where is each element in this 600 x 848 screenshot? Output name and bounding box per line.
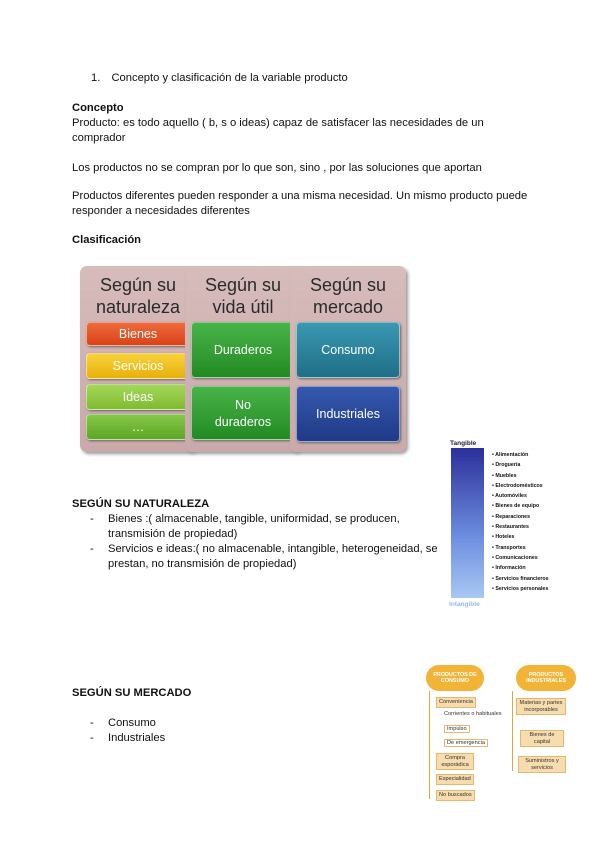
item-more-label: … [131,420,145,434]
industrial-item: Bienes de capital [520,730,564,747]
column-vida-util-title-l2: vida útil [212,297,274,317]
mercado-diagram [420,662,580,807]
tangibility-gradient-bar [451,448,484,598]
column-naturaleza-title-l2: naturaleza [95,297,181,317]
scale-list [492,450,549,594]
item-consumo [296,322,400,378]
item-no-duraderos [191,386,295,440]
scale-item: • Información [492,563,549,573]
header-productos-consumo: PRODUCTOS DE CONSUMO [426,665,484,691]
column-vida-util-title-l1: Según su [204,275,282,295]
item-ideas [86,384,190,410]
naturaleza-bienes-line2: transmisión de propiedad) [108,528,238,540]
item-no-duraderos-label: No duraderos [214,398,272,429]
item-bienes [86,322,190,346]
column-naturaleza [80,266,196,452]
scale-top-label: Tangible [450,440,477,447]
consumo-item: Especialidad [436,774,474,785]
scale-item: • Hoteles [492,532,549,542]
section-heading [91,71,348,86]
scale-item: • Comunicaciones [492,553,549,563]
column-mercado-title [290,274,406,318]
column-vida-util-title [185,274,301,318]
item-servicios-label: Servicios [112,359,164,373]
consumo-item: De emergencia [444,739,488,747]
heading-number: 1. [91,72,101,84]
heading-text: Concepto y clasificación de la variable producto [111,72,348,84]
scale-item: • Transportes [492,543,549,553]
naturaleza-servicios-line2: prestan, no transmisión de propiedad) [108,558,297,570]
column-vida-util [185,266,301,452]
column-naturaleza-title-l1: Según su [99,275,177,295]
bullet-dash: - [90,732,94,744]
item-duraderos [191,322,295,378]
column-mercado-title-l2: mercado [312,297,384,317]
scale-item: • Reparaciones [492,512,549,522]
clasificacion-title: Clasificación [72,234,142,246]
column-mercado-title-l1: Según su [309,275,387,295]
scale-item: • Restaurantes [492,522,549,532]
bullet-dash: - [90,513,94,525]
right-connector [512,691,513,771]
consumo-item: Corrientes o habituales [444,711,502,717]
concepto-definition-line2: comprador [72,132,126,144]
scale-item: • Servicios financieros [492,574,549,584]
scale-item: • Muebles [492,471,549,481]
concepto-paragraph-2: Los productos no se compran por lo que son, sino , por las soluciones que aportan [72,162,482,174]
column-mercado [290,266,406,452]
naturaleza-title: SEGÚN SU NATURALEZA [72,498,210,510]
column-naturaleza-title [80,274,196,318]
bullet-dash: - [90,543,94,555]
bullet-dash: - [90,717,94,729]
consumo-item: Conveniencia [436,697,476,708]
concepto-definition-line1: Producto: es todo aquello ( b, s o ideas) capaz de satisfacer las necesidades de un [72,117,484,129]
left-connector [429,691,430,799]
naturaleza-bienes-line1: Bienes :( almacenable, tangible, uniformidad, se producen, [108,513,400,525]
scale-bottom-label: Intangible [449,601,480,608]
scale-item: • Alimentación [492,450,549,460]
header-productos-industriales: PRODUCTOS INDUSTRIALES [516,665,576,691]
concepto-paragraph-3-line1: Productos diferentes pueden responder a una misma necesidad. Un mismo producto puede [72,190,528,202]
concepto-title: Concepto [72,102,124,114]
consumo-item: No buscados [436,790,475,801]
scale-item: • Bienes de equipo [492,501,549,511]
item-industriales-label: Industriales [316,407,380,421]
scale-item: • Droguería [492,460,549,470]
industrial-item: Suministros y servicios [518,756,566,773]
scale-item: • Servicios personales [492,584,549,594]
item-servicios [86,353,190,379]
item-bienes-label: Bienes [118,327,158,341]
consumo-item: Compra esporádica [436,753,474,770]
item-consumo-label: Consumo [321,343,375,357]
naturaleza-servicios-line1: Servicios e ideas:( no almacenable, intangible, heterogeneidad, se [108,543,438,555]
item-duraderos-label: Duraderos [213,343,273,357]
consumo-item: Impulso [444,725,470,733]
industrial-item: Materias y partes incorporables [516,698,566,715]
scale-item: • Electrodomésticos [492,481,549,491]
item-ideas-label: Ideas [122,390,154,404]
item-more [86,414,190,440]
mercado-bullet-consumo: Consumo [108,717,156,729]
mercado-bullet-industriales: Industriales [108,732,166,744]
mercado-title: SEGÚN SU MERCADO [72,687,192,699]
scale-item: • Automóviles [492,491,549,501]
item-industriales [296,386,400,442]
concepto-paragraph-3-line2: responder a necesidades diferentes [72,205,250,217]
